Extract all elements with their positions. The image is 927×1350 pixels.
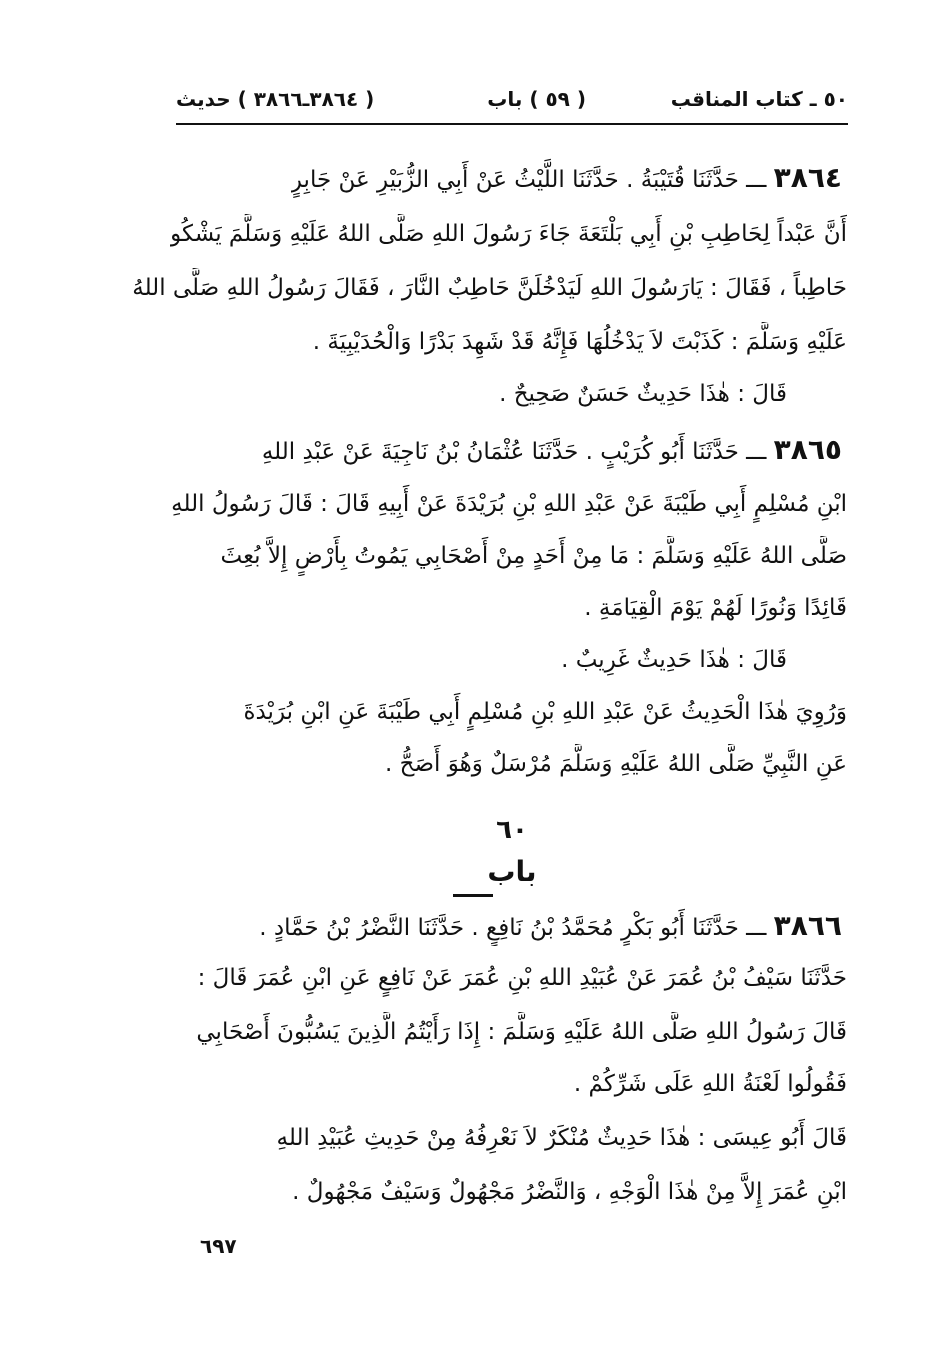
hadith-3865-note-line-2: عَنِ النَّبِيِّ صَلَّى اللهُ عَلَيْهِ وَسَلَّمَ مُرْسَلٌ وَهُوَ أَصَحُّ . bbox=[385, 751, 847, 777]
running-header bbox=[176, 82, 848, 122]
header-hadith-range: ( ٣٨٦٤ـ٣٨٦٦ ) حديث bbox=[176, 87, 375, 111]
hadith-3865-verdict: قَالَ : هٰذَا حَدِيثٌ غَرِيبٌ . bbox=[561, 647, 787, 673]
hadith-text: ـــ حَدَّثَنَا أَبُو كُرَيْبٍ . حَدَّثَنَا عُثْمَانُ بْنُ نَاجِيَةَ عَنْ عَبْدِ اللهِ bbox=[261, 439, 767, 465]
hadith-3865-line-4: قَائِدًا وَنُورًا لَهُمْ يَوْمَ الْقِيَامَةِ . bbox=[584, 595, 847, 621]
hadith-3864-line-2: أَنَّ عَبْداً لِحَاطِبِ بْنِ أَبِي بَلْتَعَةَ جَاءَ رَسُولَ اللهِ صَلَّى اللهُ عَلَيْهِ وَسَلَّمَ يَشْكُو bbox=[170, 221, 847, 247]
hadith-3866-line-1 bbox=[259, 906, 842, 946]
hadith-3866-comment-line-1: قَالَ أَبُو عِيسَى : هٰذَا حَدِيثٌ مُنْكَرٌ لاَ نَعْرِفُهُ مِنْ حَدِيثِ عُبَيْدِ اللهِ bbox=[276, 1125, 847, 1151]
hadith-3866-line-4: فَقُولُوا لَعْنَةُ اللهِ عَلَى شَرِّكُمْ . bbox=[573, 1071, 847, 1097]
hadith-3865-line-1 bbox=[262, 430, 842, 470]
hadith-text: ـــ حَدَّثَنَا قُتَيْبَةُ . حَدَّثَنَا اللَّيْثُ عَنْ أَبِي الزُّبَيْرِ عَنْ جَابِرٍ bbox=[290, 167, 767, 193]
hadith-3865-line-2: ابْنِ مُسْلِمٍ أَبِي طَيْبَةَ عَنْ عَبْدِ اللهِ بْنِ بُرَيْدَةَ عَنْ أَبِيهِ قَالَ : قَالَ رَسُولُ اللهِ bbox=[171, 491, 847, 517]
page-number: ٦٩٧ bbox=[200, 1234, 237, 1258]
header-chapter: ( ٥٩ ) باب bbox=[487, 87, 586, 111]
hadith-number: ٣٨٦٥ bbox=[773, 433, 842, 466]
hadith-3865-line-3: صَلَّى اللهُ عَلَيْهِ وَسَلَّمَ : مَا مِنْ أَحَدٍ مِنْ أَصْحَابِي يَمُوتُ بِأَرْضٍ إِلاَّ بُعِثَ bbox=[220, 543, 847, 569]
hadith-3865-note-line-1: وَرُوِيَ هٰذَا الْحَدِيثُ عَنْ عَبْدِ اللهِ بْنِ مُسْلِمٍ أَبِي طَيْبَةَ عَنِ ابْنِ بُرَيْدَةَ bbox=[243, 699, 847, 725]
chapter-title: باب bbox=[487, 855, 537, 888]
hadith-3864-line-1 bbox=[291, 158, 842, 198]
chapter-number: ٦٠ bbox=[496, 815, 528, 845]
hadith-3866-line-3: قَالَ رَسُولُ اللهِ صَلَّى اللهُ عَلَيْهِ وَسَلَّمَ : إِذَا رَأَيْتُمُ الَّذِينَ يَسُبُّونَ أَصْحَابِي bbox=[196, 1019, 847, 1045]
hadith-number: ٣٨٦٤ bbox=[773, 161, 842, 194]
hadith-3866-comment-line-2: ابْنِ عُمَرَ إِلاَّ مِنْ هٰذَا الْوَجْهِ ، وَالنَّضْرُ مَجْهُولٌ وَسَيْفٌ مَجْهُولٌ . bbox=[292, 1179, 847, 1205]
hadith-number: ٣٨٦٦ bbox=[773, 909, 842, 942]
hadith-3864-line-3: حَاطِباً ، فَقَالَ : يَارَسُولَ اللهِ لَيَدْخُلَنَّ حَاطِبٌ النَّارَ ، فَقَالَ رَسُولُ اللهِ صَلَّى اللهُ bbox=[132, 275, 847, 301]
hadith-3866-line-2: حَدَّثَنَا سَيْفُ بْنُ عُمَرَ عَنْ عُبَيْدِ اللهِ بْنِ عُمَرَ عَنْ نَافِعٍ عَنِ ابْنِ عُمَرَ قَالَ : bbox=[197, 965, 847, 991]
chapter-title-underline bbox=[453, 894, 493, 897]
hadith-text: ـــ حَدَّثَنَا أَبُو بَكْرٍ مُحَمَّدُ بْنُ نَافِعٍ . حَدَّثَنَا النَّضْرُ بْنُ حَمَّادٍ . bbox=[259, 915, 767, 941]
hadith-3864-line-4: عَلَيْهِ وَسَلَّمَ : كَذَبْتَ لاَ يَدْخُلُهَا فَإِنَّهُ قَدْ شَهِدَ بَدْرًا وَالْحُدَيْبِيَةَ . bbox=[312, 329, 847, 355]
header-rule bbox=[176, 123, 848, 125]
header-book-title: ٥٠ ـ كتاب المناقب bbox=[670, 87, 848, 111]
hadith-3864-verdict: قَالَ : هٰذَا حَدِيثٌ حَسَنٌ صَحِيحٌ . bbox=[499, 381, 787, 407]
